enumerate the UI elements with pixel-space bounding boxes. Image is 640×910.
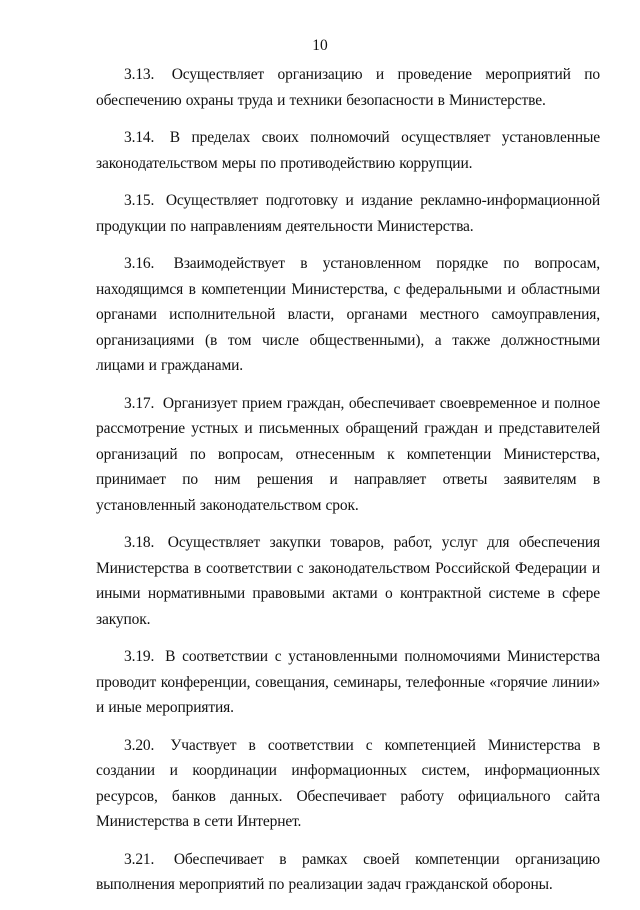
paragraph-3-13: [96, 62, 600, 113]
page-number: 10: [312, 37, 328, 54]
paragraph-text: Обеспечивает в рамках своей компетенции организацию выполнения мероприятий по реализации задач гражданской обороны.: [96, 850, 600, 893]
paragraph-text: Участвует в соответствии с компетенцией Министерства в создании и координации информационных систем, информационных ресурсов, банков данных. Обеспечивает работу официального сайта Министерства в сети Интернет.: [96, 736, 600, 830]
paragraph-3-19: [96, 644, 600, 721]
paragraph-number: 3.19.: [124, 648, 155, 665]
paragraph-number: 3.14.: [124, 129, 155, 146]
paragraph-text: В пределах своих полномочий осуществляет установленные законодательством меры по противодействию коррупции.: [96, 129, 600, 172]
paragraph-3-15: [96, 188, 600, 239]
paragraph-number: 3.18.: [124, 534, 155, 551]
paragraph-text: Осуществляет подготовку и издание рекламно-информационной продукции по направлениям деятельности Министерства.: [96, 192, 600, 235]
paragraph-number: 3.21.: [124, 850, 155, 868]
paragraph-3-17: [96, 391, 600, 519]
paragraph-number: 3.13.: [124, 66, 155, 83]
paragraph-text: Осуществляет организацию и проведение мероприятий по обеспечению охраны труда и техники безопасности в Министерстве.: [96, 66, 600, 109]
paragraph-text: Организует прием граждан, обеспечивает своевременное и полное рассмотрение устных и письменных обращений граждан и представителей организаций по вопросам, отнесенным к компетенции Министерства, принимает по ним решения и направляет ответы заявителям в установленный законодательством срок.: [96, 394, 600, 514]
paragraph-3-18: [96, 530, 600, 632]
paragraph-text: Взаимодействует в установленном порядке по вопросам, находящимся в компетенции Министерства, с федеральными и областными органами исполнительной власти, органами местного самоуправления, организациями (в том числе общественными), а также должностными лицами и гражданами.: [96, 255, 600, 374]
paragraph-text: В соответствии с установленными полномочиями Министерства проводит конференции, совещания, семинары, телефонные «горячие линии» и иные мероприятия.: [96, 648, 600, 716]
paragraph-number: 3.17.: [124, 394, 155, 412]
document-body: [96, 62, 600, 910]
paragraph-3-21: [96, 847, 600, 898]
paragraph-number: 3.20.: [124, 736, 155, 754]
paragraph-3-16: [96, 251, 600, 379]
paragraph-number: 3.15.: [124, 192, 155, 209]
paragraph-number: 3.16.: [124, 255, 155, 272]
paragraph-3-20: [96, 733, 600, 835]
paragraph-3-14: [96, 125, 600, 176]
paragraph-text: Осуществляет закупки товаров, работ, услуг для обеспечения Министерства в соответствии с законодательством Российской Федерации и иными нормативными правовыми актами о контрактной системе в сфере закупок.: [96, 534, 600, 628]
